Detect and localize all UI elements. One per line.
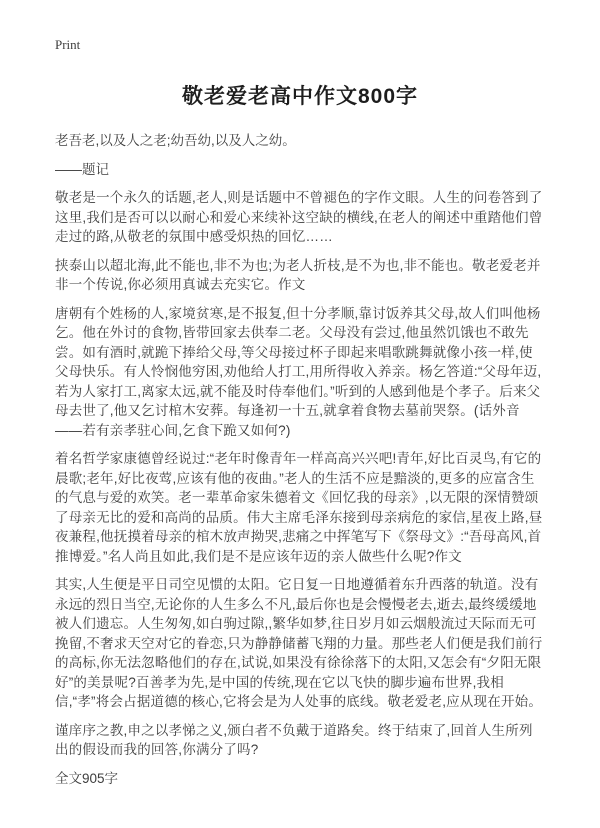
essay-paragraph: 唐朝有个姓杨的人,家境贫寒,是不报复,但十分孝顺,靠讨饭养其父母,故人们叫他杨乞。他在外讨的食物,皆带回家去供奉二老。父母没有尝过,他虽然饥饿也不敢先尝。如有酒时,就跪下捧给父母,等父母接过杯子即起来唱歌跳舞就像小孩一样,使父母快乐。有人怜悯他穷困,劝他给人打工,用所得收入养亲。杨乞答道:“父母年迈,若为人家打工,离家太远,就不能及时侍奉他们。”听到的人感到他是个孝子。后来父母去世了,他又乞讨棺木安葬。每逢初一十五,就拿着食物去墓前哭祭。(话外音——若有亲孝驻心间,乞食下跪又如何?)	[55, 305, 542, 438]
essay-paragraph: 挟泰山以超北海,此不能也,非不为也;为老人折枝,是不为也,非不能也。敬老爱老并非一个传说,你必须用真诚去充实它。作文	[55, 257, 541, 292]
epigraph-attribution: ——题记	[55, 161, 109, 177]
essay-paragraph: 其实,人生便是平日司空见惯的太阳。它日复一日地遵循着东升西落的轨道。没有永远的烈日当空,无论你的人生多么不凡,最后你也是会慢慢老去,逝去,最终缓缓地被人们遗忘。人生匆匆,如白驹过隙,,繁华如梦,往日岁月如云烟般流过天际而无可挽留,不奢求天空对它的眷恋,只为静静储蓄飞翔的力量。那些老人们便是我们前行的高标,你无法忽略他们的存在,试说,如果没有徐徐落下的太阳,又怎会有“夕阳无限好”的美景呢?百善孝为先,是中国的传统,现在它以飞快的脚步遍布世界,我相信,“孝”将会占据道德的核心,它将会是为人处事的底线。敬老爱老,应从现在开始。	[55, 577, 543, 709]
page-title: 敬老爱老高中作文800字	[181, 85, 419, 108]
epigraph-text: 老吾老,以及人之老;幼吾幼,以及人之幼。	[55, 133, 296, 148]
essay-paragraph: 着名哲学家康德曾经说过:“老年时像青年一样高高兴兴吧!青年,好比百灵鸟,有它的晨歌;老年,好比夜莺,应该有他的夜曲。”老人的生活不应是黯淡的,更多的应富含生的气息与爱的欢笑。老一辈革命家朱德着文《回忆我的母亲》,以无限的深情赞颂了母亲无比的爱和高尚的品质。伟大主席毛泽东接到母亲病危的家信,星夜上路,昼夜兼程,他抚摸着母亲的棺木放声拗哭,悲痛之中挥笔写下《祭母文》:“吾母高风,首推博爱。”名人尚且如此,我们是不是应该年迈的亲人做些什么呢?作文	[55, 451, 543, 564]
essay-body	[55, 188, 545, 760]
word-count-label: 全文905字	[55, 770, 119, 786]
essay-paragraph: 敬老是一个永久的话题,老人,则是话题中不曾褪色的字作文眼。人生的问卷答到了这里,我们是否可以以耐心和爱心来续补这空缺的横线,在老人的阐述中重踏他们曾走过的路,从敬老的氛围中感受炽热的回忆……	[55, 190, 543, 244]
print-button[interactable]: Print	[55, 37, 81, 52]
essay-paragraph: 谨庠序之教,申之以孝悌之义,颁白者不负戴于道路矣。终于结束了,回首人生所列出的假设而我的回答,你满分了吗?	[55, 722, 533, 757]
